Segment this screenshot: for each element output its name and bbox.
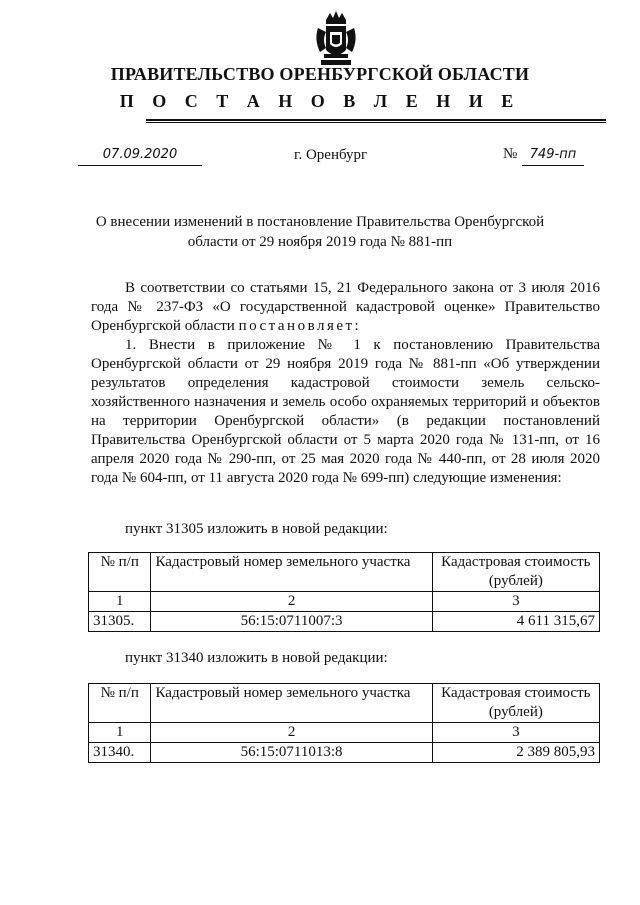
index-cell: 3 bbox=[432, 723, 599, 743]
table-header-row bbox=[89, 553, 600, 592]
index-cell: 1 bbox=[89, 592, 151, 612]
government-name: ПРАВИТЕЛЬСТВО ОРЕНБУРГСКОЙ ОБЛАСТИ bbox=[110, 64, 530, 84]
coat-of-arms-icon bbox=[312, 10, 360, 68]
document-number: 749-пп bbox=[522, 147, 584, 166]
preamble-text: В соответствии со статьями 15, 21 Федерального закона от 3 июля 2016 года № 237-ФЗ «О государственной кадастровой оценке» Правительство Оренбургской области bbox=[91, 280, 600, 334]
resolves-word: постановляет: bbox=[238, 318, 362, 334]
document-number-label: № bbox=[503, 146, 518, 162]
table-index-row bbox=[89, 592, 600, 612]
table-1-caption: пункт 31305 изложить в новой редакции: bbox=[125, 521, 388, 537]
header-rule-thin bbox=[146, 122, 606, 123]
index-cell: 3 bbox=[432, 592, 599, 612]
table-header-row bbox=[89, 684, 600, 723]
index-cell: 2 bbox=[151, 592, 432, 612]
header-cell-number: № п/п bbox=[89, 553, 151, 592]
table-index-row bbox=[89, 723, 600, 743]
clause-1-paragraph: 1. Внести в приложение № 1 к постановлению Правительства Оренбургской области от 29 ноября 2019 года № 881-пп «Об утверждении результатов определения кадастровой стоимости земель сельско-хозяйственного назначения и земель особо охраняемых территорий и объектов на территории Оренбургской области» (в редакции постановлений Правительства Оренбургской области от 5 марта 2020 года № 131-пп, от 16 апреля 2020 года № 290-пп, от 25 мая 2020 года № 440-пп, от 28 июля 2020 года № 604-пп, от 11 августа 2020 года № 699-пп) следующие изменения: bbox=[91, 337, 600, 486]
table-2-caption: пункт 31340 изложить в новой редакции: bbox=[125, 650, 388, 666]
header-cell-cadastral-value: Кадастровая стоимость (рублей) bbox=[432, 684, 599, 723]
preamble-paragraph bbox=[91, 279, 600, 336]
index-cell: 2 bbox=[151, 723, 432, 743]
cadastral-value-cell: 4 611 315,67 bbox=[432, 612, 599, 632]
row-number-cell: 31340. bbox=[89, 743, 151, 763]
header-cell-number: № п/п bbox=[89, 684, 151, 723]
cadastral-table-1 bbox=[88, 552, 600, 632]
row-number-cell: 31305. bbox=[89, 612, 151, 632]
index-cell: 1 bbox=[89, 723, 151, 743]
cadastral-value-cell: 2 389 805,93 bbox=[432, 743, 599, 763]
table-row bbox=[89, 612, 600, 632]
header-cell-cadastral-number: Кадастровый номер земельного участка bbox=[151, 684, 432, 723]
cadastral-number-cell: 56:15:0711007:3 bbox=[151, 612, 432, 632]
document-type: П О С Т А Н О В Л Е Н И Е bbox=[119, 91, 521, 111]
cadastral-number-cell: 56:15:0711013:8 bbox=[151, 743, 432, 763]
header-rule-thick bbox=[146, 119, 606, 121]
document-date: 07.09.2020 bbox=[78, 147, 202, 166]
header-cell-cadastral-value: Кадастровая стоимость (рублей) bbox=[432, 553, 599, 592]
document-city: г. Оренбург bbox=[294, 147, 368, 163]
cadastral-table-2 bbox=[88, 683, 600, 763]
table-row bbox=[89, 743, 600, 763]
document-subject: О внесении изменений в постановление Правительства Оренбургской области от 29 ноября 2019 года № 881-пп bbox=[95, 214, 545, 250]
header-cell-cadastral-number: Кадастровый номер земельного участка bbox=[151, 553, 432, 592]
